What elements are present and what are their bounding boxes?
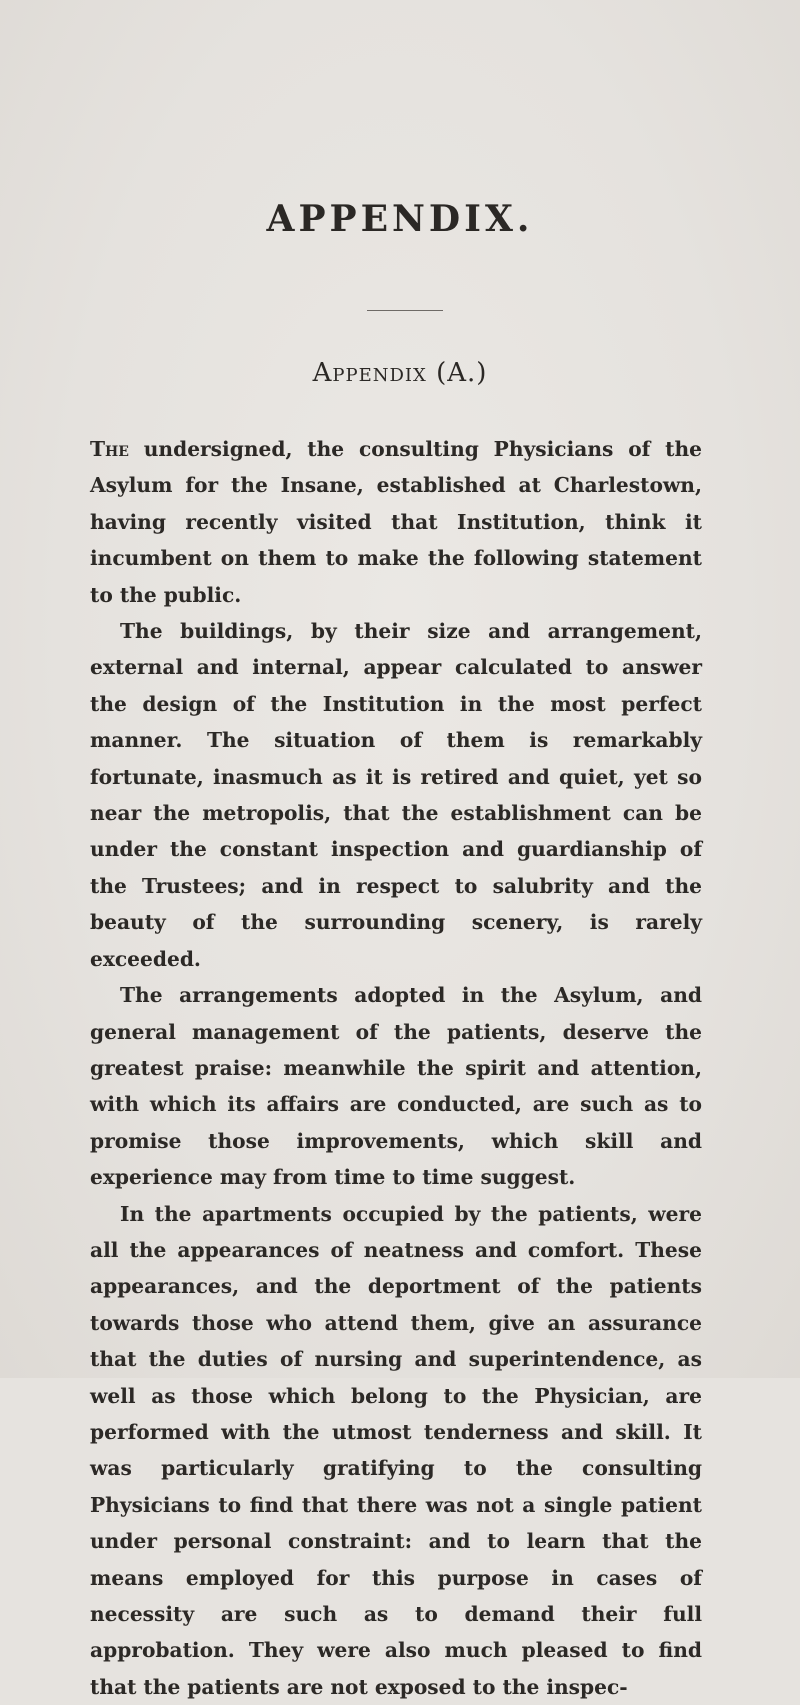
paragraph-1-lead: The [90, 437, 129, 461]
paragraph-4-text: In the apartments occupied by the patients, were all the appearances of neatness and comfort. These appearances, and the deportment of the patients towards those who attend them, give an assurance that the duties of nursing and superintendence, as well as those which belong to the Physician, are performed with the utmost tenderness and skill. It was particularly gratifying to the consulting Physicians to find that there was not a single patient under personal constraint: and to learn that the means employed for this purpose in cases of necessity are such as to demand their full approbation. They were also much pleased to find that the patients are not exposed to the inspec- [90, 1201, 702, 1699]
page-title: APPENDIX. [266, 198, 534, 240]
appendix-heading [0, 358, 800, 388]
paragraph-4 [90, 1196, 702, 1705]
paragraph-1-text: undersigned, the consulting Physicians of the Asylum for the Insane, established at Charlestown, having recently visited that Institution, think it incumbent on them to make the following statement to the public. [90, 437, 702, 607]
title-divider [367, 310, 443, 311]
paragraph-3 [90, 977, 702, 1195]
paragraph-2-text: The buildings, by their size and arrangement, external and internal, appear calculated to answer the design of the Institution in the most perfect manner. The situation of them is remarkably fortunate, inasmuch as it is retired and quiet, yet so near the metropolis, that the establishment can be under the constant inspection and guardianship of the Trustees; and in respect to salubrity and the beauty of the surrounding scenery, is rarely exceeded. [90, 619, 702, 971]
paragraph-1 [90, 431, 702, 613]
paragraph-2 [90, 613, 702, 977]
paragraph-3-text: The arrangements adopted in the Asylum, and general management of the patients, deserve the greatest praise: meanwhile the spirit and attention, with which its affairs are conducted, are such as to promise those improvements, which skill and experience may from time to time suggest. [90, 983, 702, 1190]
body-text [90, 431, 702, 1705]
appendix-heading-word: Appendix [312, 358, 427, 388]
appendix-heading-label: (A.) [436, 358, 488, 388]
